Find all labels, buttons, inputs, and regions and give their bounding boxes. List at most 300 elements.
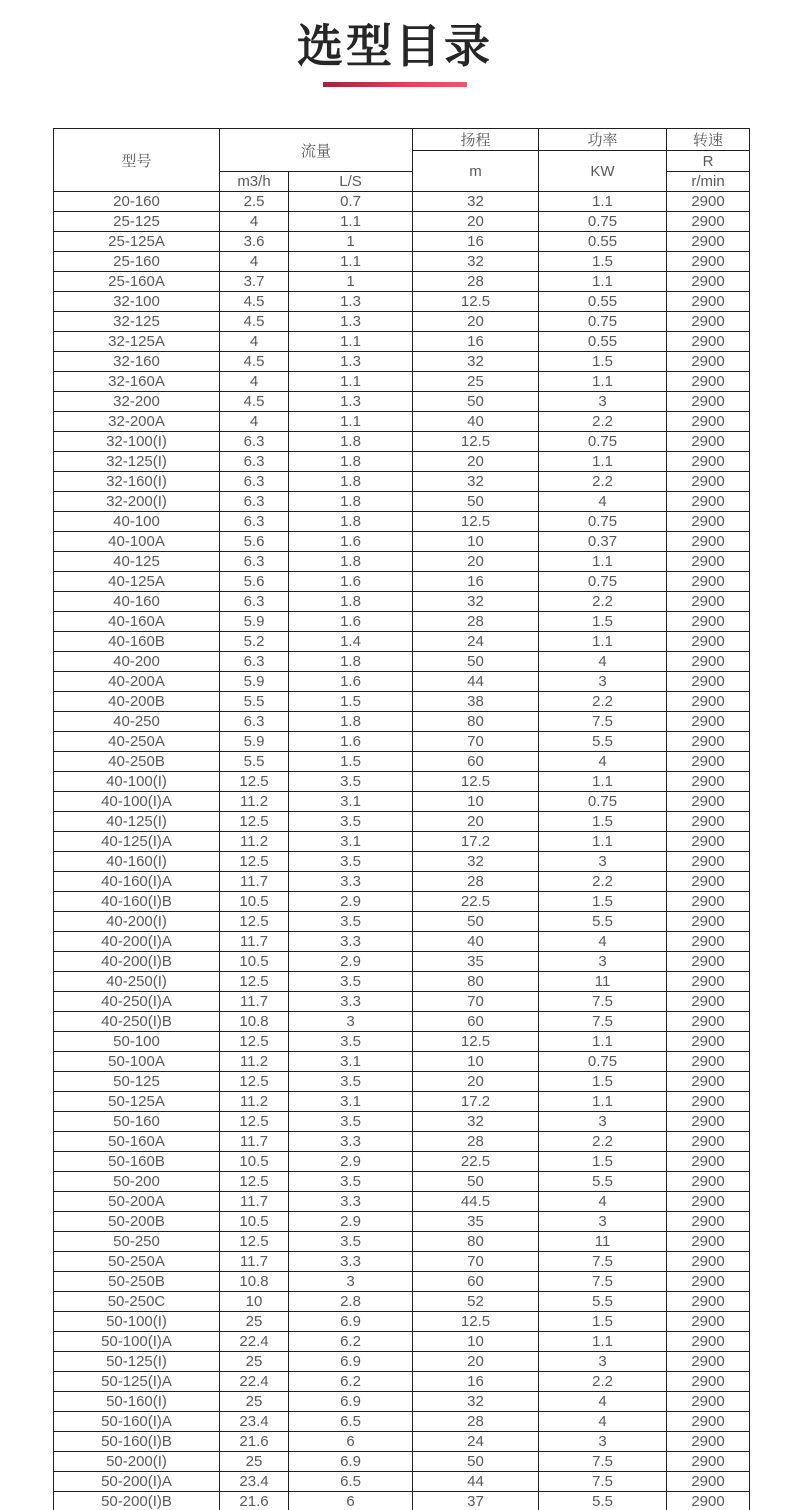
value-cell: 32: [413, 472, 539, 492]
value-cell: 32: [413, 352, 539, 372]
value-cell: 2.2: [539, 872, 667, 892]
table-row: [54, 1192, 750, 1212]
value-cell: 2900: [667, 1332, 750, 1352]
value-cell: 11.2: [220, 792, 289, 812]
table-row: [54, 852, 750, 872]
value-cell: 2.2: [539, 472, 667, 492]
page-title: 选型目录: [297, 20, 493, 72]
value-cell: 2900: [667, 1492, 750, 1510]
header-speed: 转速: [667, 129, 750, 151]
value-cell: 2900: [667, 592, 750, 612]
value-cell: 20: [413, 552, 539, 572]
value-cell: 7.5: [539, 1452, 667, 1472]
value-cell: 12.5: [413, 432, 539, 452]
model-cell: 50-160(I)B: [54, 1432, 220, 1452]
model-cell: 50-160(I)A: [54, 1412, 220, 1432]
value-cell: 1.1: [539, 372, 667, 392]
value-cell: 24: [413, 632, 539, 652]
model-cell: 50-250B: [54, 1272, 220, 1292]
value-cell: 12.5: [413, 1032, 539, 1052]
table-row: [54, 432, 750, 452]
value-cell: 10: [413, 1332, 539, 1352]
value-cell: 3: [539, 1432, 667, 1452]
table-row: [54, 452, 750, 472]
table-row: [54, 1292, 750, 1312]
value-cell: 3: [539, 392, 667, 412]
table-row: [54, 512, 750, 532]
value-cell: 6: [289, 1492, 413, 1510]
value-cell: 0.75: [539, 572, 667, 592]
value-cell: 2900: [667, 612, 750, 632]
value-cell: 20: [413, 1352, 539, 1372]
value-cell: 3.5: [289, 852, 413, 872]
value-cell: 3.5: [289, 772, 413, 792]
value-cell: 6.9: [289, 1352, 413, 1372]
table-row: [54, 1372, 750, 1392]
value-cell: 4: [220, 252, 289, 272]
value-cell: 1.5: [539, 892, 667, 912]
value-cell: 11.7: [220, 1252, 289, 1272]
value-cell: 1.8: [289, 552, 413, 572]
value-cell: 10.5: [220, 1152, 289, 1172]
model-cell: 40-250A: [54, 732, 220, 752]
model-cell: 40-125(I): [54, 812, 220, 832]
model-cell: 32-125: [54, 312, 220, 332]
value-cell: 2900: [667, 652, 750, 672]
value-cell: 2900: [667, 632, 750, 652]
table-row: [54, 392, 750, 412]
value-cell: 2900: [667, 512, 750, 532]
value-cell: 2900: [667, 412, 750, 432]
model-cell: 32-125(I): [54, 452, 220, 472]
value-cell: 1.8: [289, 472, 413, 492]
value-cell: 1.1: [539, 1332, 667, 1352]
value-cell: 11.2: [220, 832, 289, 852]
table-row: [54, 352, 750, 372]
value-cell: 6.3: [220, 472, 289, 492]
value-cell: 50: [413, 652, 539, 672]
model-cell: 50-200(I): [54, 1452, 220, 1472]
table-row: [54, 1492, 750, 1510]
value-cell: 1.5: [539, 812, 667, 832]
table-row: [54, 1232, 750, 1252]
value-cell: 1.1: [289, 252, 413, 272]
table-row: [54, 652, 750, 672]
value-cell: 3.5: [289, 1172, 413, 1192]
value-cell: 1.6: [289, 672, 413, 692]
table-row: [54, 372, 750, 392]
model-cell: 32-100(I): [54, 432, 220, 452]
value-cell: 2.9: [289, 1152, 413, 1172]
value-cell: 1.6: [289, 732, 413, 752]
value-cell: 1.5: [539, 252, 667, 272]
model-cell: 32-200A: [54, 412, 220, 432]
value-cell: 6.3: [220, 432, 289, 452]
value-cell: 20: [413, 212, 539, 232]
value-cell: 1.4: [289, 632, 413, 652]
header-head-unit: m: [413, 151, 539, 192]
value-cell: 50: [413, 1452, 539, 1472]
value-cell: 3: [289, 1012, 413, 1032]
value-cell: 5.5: [220, 752, 289, 772]
model-cell: 32-160(I): [54, 472, 220, 492]
value-cell: 0.55: [539, 332, 667, 352]
value-cell: 1.5: [539, 1312, 667, 1332]
value-cell: 2900: [667, 1052, 750, 1072]
value-cell: 2900: [667, 292, 750, 312]
value-cell: 4.5: [220, 392, 289, 412]
value-cell: 0.55: [539, 292, 667, 312]
value-cell: 3: [539, 852, 667, 872]
value-cell: 3: [289, 1272, 413, 1292]
value-cell: 12.5: [220, 812, 289, 832]
table-row: [54, 1012, 750, 1032]
table-row: [54, 1352, 750, 1372]
value-cell: 0.7: [289, 192, 413, 212]
value-cell: 2900: [667, 352, 750, 372]
value-cell: 3.5: [289, 972, 413, 992]
value-cell: 6.5: [289, 1412, 413, 1432]
table-row: [54, 552, 750, 572]
value-cell: 11: [539, 972, 667, 992]
value-cell: 2900: [667, 1112, 750, 1132]
value-cell: 11.7: [220, 872, 289, 892]
value-cell: 3.1: [289, 1092, 413, 1112]
value-cell: 12.5: [413, 292, 539, 312]
value-cell: 1.3: [289, 292, 413, 312]
value-cell: 2900: [667, 832, 750, 852]
value-cell: 10: [220, 1292, 289, 1312]
value-cell: 2.2: [539, 592, 667, 612]
table-row: [54, 232, 750, 252]
value-cell: 3.5: [289, 812, 413, 832]
value-cell: 2900: [667, 1432, 750, 1452]
value-cell: 2900: [667, 952, 750, 972]
value-cell: 35: [413, 952, 539, 972]
value-cell: 3.3: [289, 1252, 413, 1272]
value-cell: 52: [413, 1292, 539, 1312]
value-cell: 38: [413, 692, 539, 712]
table-row: [54, 1452, 750, 1472]
value-cell: 25: [220, 1452, 289, 1472]
model-cell: 40-160: [54, 592, 220, 612]
table-row: [54, 1272, 750, 1292]
value-cell: 10.5: [220, 1212, 289, 1232]
value-cell: 0.75: [539, 432, 667, 452]
value-cell: 12.5: [220, 1112, 289, 1132]
value-cell: 2.5: [220, 192, 289, 212]
value-cell: 7.5: [539, 1252, 667, 1272]
model-cell: 32-200(I): [54, 492, 220, 512]
value-cell: 12.5: [220, 1172, 289, 1192]
value-cell: 2900: [667, 272, 750, 292]
table-row: [54, 1412, 750, 1432]
model-cell: 40-200A: [54, 672, 220, 692]
model-cell: 32-125A: [54, 332, 220, 352]
value-cell: 2900: [667, 1152, 750, 1172]
model-cell: 50-125(I)A: [54, 1372, 220, 1392]
table-row: [54, 872, 750, 892]
model-cell: 40-160(I): [54, 852, 220, 872]
value-cell: 3.5: [289, 1072, 413, 1092]
value-cell: 1.8: [289, 452, 413, 472]
value-cell: 2.2: [539, 692, 667, 712]
value-cell: 3.1: [289, 1052, 413, 1072]
table-row: [54, 692, 750, 712]
table-row: [54, 1432, 750, 1452]
value-cell: 11.2: [220, 1092, 289, 1112]
value-cell: 1.1: [539, 452, 667, 472]
table-row: [54, 192, 750, 212]
value-cell: 16: [413, 572, 539, 592]
pump-selection-table: [53, 128, 750, 1510]
value-cell: 0.75: [539, 1052, 667, 1072]
model-cell: 40-200(I): [54, 912, 220, 932]
table-row: [54, 992, 750, 1012]
value-cell: 12.5: [220, 1232, 289, 1252]
value-cell: 2900: [667, 1092, 750, 1112]
value-cell: 2900: [667, 212, 750, 232]
value-cell: 3.5: [289, 1032, 413, 1052]
model-cell: 50-250A: [54, 1252, 220, 1272]
header-flow-ls: L/S: [289, 172, 413, 192]
value-cell: 0.75: [539, 212, 667, 232]
value-cell: 2900: [667, 492, 750, 512]
value-cell: 32: [413, 192, 539, 212]
value-cell: 2900: [667, 852, 750, 872]
value-cell: 4: [539, 1192, 667, 1212]
value-cell: 2.9: [289, 952, 413, 972]
model-cell: 50-200B: [54, 1212, 220, 1232]
value-cell: 1.3: [289, 352, 413, 372]
header-head: 扬程: [413, 129, 539, 151]
value-cell: 2900: [667, 1012, 750, 1032]
value-cell: 2.2: [539, 1132, 667, 1152]
model-cell: 20-160: [54, 192, 220, 212]
value-cell: 2900: [667, 192, 750, 212]
table-row: [54, 972, 750, 992]
value-cell: 2900: [667, 1352, 750, 1372]
value-cell: 3.6: [220, 232, 289, 252]
value-cell: 20: [413, 812, 539, 832]
value-cell: 2900: [667, 1292, 750, 1312]
value-cell: 1.1: [289, 412, 413, 432]
value-cell: 2900: [667, 372, 750, 392]
value-cell: 44: [413, 672, 539, 692]
value-cell: 2900: [667, 712, 750, 732]
value-cell: 17.2: [413, 1092, 539, 1112]
model-cell: 32-200: [54, 392, 220, 412]
value-cell: 3.1: [289, 792, 413, 812]
value-cell: 32: [413, 1112, 539, 1132]
model-cell: 50-160(I): [54, 1392, 220, 1412]
value-cell: 3.3: [289, 872, 413, 892]
value-cell: 2900: [667, 1452, 750, 1472]
value-cell: 11.7: [220, 932, 289, 952]
value-cell: 6.3: [220, 552, 289, 572]
value-cell: 5.2: [220, 632, 289, 652]
value-cell: 60: [413, 752, 539, 772]
value-cell: 2900: [667, 1072, 750, 1092]
value-cell: 16: [413, 1372, 539, 1392]
value-cell: 3.5: [289, 912, 413, 932]
value-cell: 70: [413, 1252, 539, 1272]
value-cell: 4: [539, 752, 667, 772]
value-cell: 2900: [667, 732, 750, 752]
value-cell: 17.2: [413, 832, 539, 852]
table-row: [54, 1332, 750, 1352]
value-cell: 1.3: [289, 392, 413, 412]
value-cell: 2900: [667, 692, 750, 712]
value-cell: 28: [413, 272, 539, 292]
value-cell: 2900: [667, 1032, 750, 1052]
value-cell: 6.9: [289, 1392, 413, 1412]
value-cell: 1.1: [539, 1092, 667, 1112]
value-cell: 10.8: [220, 1012, 289, 1032]
value-cell: 2900: [667, 312, 750, 332]
value-cell: 1.8: [289, 652, 413, 672]
value-cell: 12.5: [220, 1072, 289, 1092]
value-cell: 0.37: [539, 532, 667, 552]
value-cell: 3: [539, 1212, 667, 1232]
value-cell: 2900: [667, 972, 750, 992]
value-cell: 10.5: [220, 892, 289, 912]
header-power: 功率: [539, 129, 667, 151]
value-cell: 23.4: [220, 1472, 289, 1492]
value-cell: 2900: [667, 872, 750, 892]
table-row: [54, 952, 750, 972]
model-cell: 32-160: [54, 352, 220, 372]
value-cell: 3.3: [289, 992, 413, 1012]
table-row: [54, 1112, 750, 1132]
model-cell: 25-125: [54, 212, 220, 232]
header-speed-unit: r/min: [667, 172, 750, 192]
value-cell: 2900: [667, 452, 750, 472]
value-cell: 4: [539, 1392, 667, 1412]
table-row: [54, 892, 750, 912]
table-row: [54, 312, 750, 332]
value-cell: 50: [413, 492, 539, 512]
value-cell: 2900: [667, 892, 750, 912]
table-row: [54, 1472, 750, 1492]
value-cell: 1.5: [289, 692, 413, 712]
table-row: [54, 772, 750, 792]
table-row: [54, 712, 750, 732]
value-cell: 3: [539, 1112, 667, 1132]
model-cell: 40-125A: [54, 572, 220, 592]
value-cell: 6.3: [220, 492, 289, 512]
value-cell: 1.6: [289, 532, 413, 552]
header-flow-m3h: m3/h: [220, 172, 289, 192]
value-cell: 1.5: [289, 752, 413, 772]
value-cell: 50: [413, 392, 539, 412]
value-cell: 3: [539, 952, 667, 972]
value-cell: 2900: [667, 992, 750, 1012]
value-cell: 1.1: [539, 192, 667, 212]
value-cell: 10: [413, 792, 539, 812]
model-cell: 50-200: [54, 1172, 220, 1192]
table-row: [54, 492, 750, 512]
value-cell: 0.75: [539, 512, 667, 532]
value-cell: 6.9: [289, 1312, 413, 1332]
value-cell: 5.5: [539, 912, 667, 932]
value-cell: 1.3: [289, 312, 413, 332]
value-cell: 1.1: [289, 332, 413, 352]
value-cell: 2900: [667, 252, 750, 272]
value-cell: 2.2: [539, 412, 667, 432]
model-cell: 50-100(I): [54, 1312, 220, 1332]
value-cell: 2900: [667, 332, 750, 352]
table-row: [54, 1072, 750, 1092]
value-cell: 2.9: [289, 1212, 413, 1232]
value-cell: 2900: [667, 552, 750, 572]
value-cell: 12.5: [220, 1032, 289, 1052]
value-cell: 60: [413, 1272, 539, 1292]
value-cell: 12.5: [413, 1312, 539, 1332]
value-cell: 1.5: [539, 1152, 667, 1172]
value-cell: 1.1: [289, 212, 413, 232]
value-cell: 10.5: [220, 952, 289, 972]
value-cell: 4: [220, 372, 289, 392]
table-row: [54, 732, 750, 752]
value-cell: 4: [539, 932, 667, 952]
table-row: [54, 812, 750, 832]
value-cell: 5.6: [220, 532, 289, 552]
value-cell: 2900: [667, 1232, 750, 1252]
value-cell: 12.5: [413, 772, 539, 792]
value-cell: 80: [413, 972, 539, 992]
value-cell: 6.3: [220, 512, 289, 532]
value-cell: 11.7: [220, 992, 289, 1012]
value-cell: 1.5: [539, 1072, 667, 1092]
value-cell: 70: [413, 992, 539, 1012]
value-cell: 44.5: [413, 1192, 539, 1212]
value-cell: 10.8: [220, 1272, 289, 1292]
value-cell: 2900: [667, 472, 750, 492]
value-cell: 1.1: [539, 1032, 667, 1052]
model-cell: 32-100: [54, 292, 220, 312]
value-cell: 5.9: [220, 732, 289, 752]
value-cell: 21.6: [220, 1432, 289, 1452]
value-cell: 12.5: [220, 972, 289, 992]
value-cell: 11.7: [220, 1192, 289, 1212]
value-cell: 40: [413, 932, 539, 952]
value-cell: 12.5: [413, 512, 539, 532]
table-row: [54, 252, 750, 272]
value-cell: 2900: [667, 1392, 750, 1412]
value-cell: 3.3: [289, 932, 413, 952]
model-cell: 50-125(I): [54, 1352, 220, 1372]
value-cell: 1.1: [539, 552, 667, 572]
value-cell: 22.4: [220, 1372, 289, 1392]
value-cell: 2900: [667, 912, 750, 932]
value-cell: 2.2: [539, 1372, 667, 1392]
value-cell: 2900: [667, 672, 750, 692]
table-row: [54, 1312, 750, 1332]
value-cell: 2900: [667, 1252, 750, 1272]
table-row: [54, 332, 750, 352]
value-cell: 2900: [667, 752, 750, 772]
value-cell: 12.5: [220, 852, 289, 872]
table-row: [54, 532, 750, 552]
value-cell: 1.8: [289, 432, 413, 452]
value-cell: 2900: [667, 572, 750, 592]
table-row: [54, 792, 750, 812]
value-cell: 5.5: [220, 692, 289, 712]
model-cell: 40-250: [54, 712, 220, 732]
table-row: [54, 472, 750, 492]
header-power-unit: KW: [539, 151, 667, 192]
